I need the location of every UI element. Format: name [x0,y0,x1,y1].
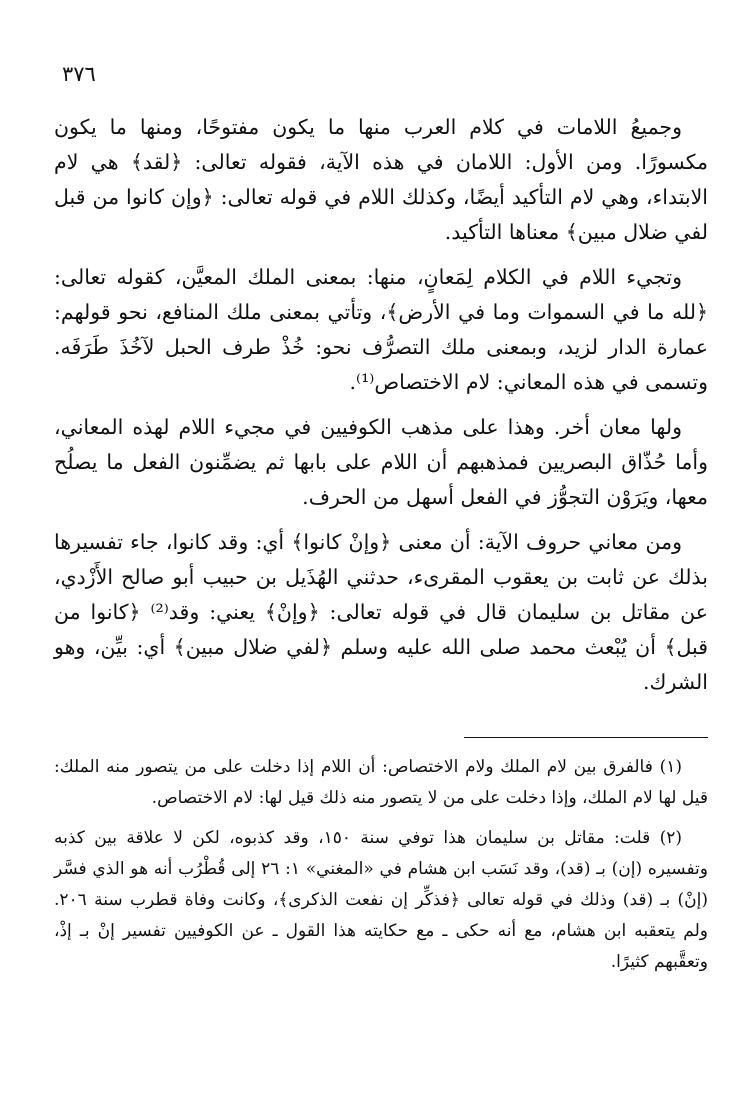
paragraph: ولها معان أخر. وهذا على مذهب الكوفيين في مجيء اللام لهذه المعاني، وأما حُذّاق البصريين فمذهبهم أن اللام على بابها ثم يضمِّنون الفعل ما يصلُح معها، ويَرَوْن التجوُّز في الفعل أسهل من الحرف. [54,415,708,509]
footnote-separator [464,737,708,738]
footnote: (٢) قلت: مقاتل بن سليمان هذا توفي سنة ١٥٠، وقد كذبوه، لكن لا علاقة بين كذبه وتفسيره (إن) بـ (قد)، وقد نَسَب ابن هشام في «المغني» ١: ٢٦ إلى قُطْرُب أنه هو الذي فسَّر (إنْ) بـ (قد) وذلك في قوله تعالى ﴿فذكِّر إن نفعت الذكرى﴾، وكانت وفاة قطرب سنة ٢٠٦. ولم يتعقبه ابن هشام، مع أنه حكى ـ مع حكايته هذا القول ـ عن الكوفيين تفسير إنْ بـ إذْ، وتعقَّبهم كثيرًا. [54,828,708,972]
page-number: ٣٧٦ [62,62,96,86]
main-text [54,110,708,710]
footnotes [54,752,708,987]
footnote: (١) فالفرق بين لام الملك ولام الاختصاص: أن اللام إذا دخلت على من يتصور منه الملك: قيل لها لام الملك، وإذا دخلت على من لا يتصور منه ذلك قيل لها: لام الاختصاص. [54,757,708,808]
paragraph: وتجيء اللام في الكلام لِمَعانٍ، منها: بمعنى الملك المعيَّن، كقوله تعالى: ﴿لله ما في السموات وما في الأرض﴾، وتأتي بمعنى ملك المنافع، نحو قولهم: عمارة الدار لزيد، وبمعنى ملك التصرُّف نحو: خُذْ طرف الحبل لآخُذَ طَرَفَه. وتسمى في هذه المعاني: لام الاختصاص⁽¹⁾. [54,265,708,394]
paragraph: ومن معاني حروف الآية: أن معنى ﴿وإنْ كانوا﴾ أي: وقد كانوا، جاء تفسيرها بذلك عن ثابت بن يعقوب المقرىء، حدثني الهُذَيل بن حبيب أبو صالح الأَزْدي، عن مقاتل بن سليمان قال في قوله تعالى: ﴿وإنْ﴾ يعني: وقد⁽²⁾ ﴿كانوا من قبل﴾ أن يُبْعث محمد صلى الله عليه وسلم ﴿لفي ضلال مبين﴾ أي: بيِّن، وهو الشرك. [54,530,708,694]
paragraph: وجميعُ اللامات في كلام العرب منها ما يكون مفتوحًا، ومنها ما يكون مكسورًا. ومن الأول: اللامان في هذه الآية، فقوله تعالى: ﴿لقد﴾ هي لام الابتداء، وهي لام التأكيد أيضًا، وكذلك اللام في قوله تعالى: ﴿وإن كانوا من قبل لفي ضلال مبين﴾ معناها التأكيد. [54,115,709,244]
